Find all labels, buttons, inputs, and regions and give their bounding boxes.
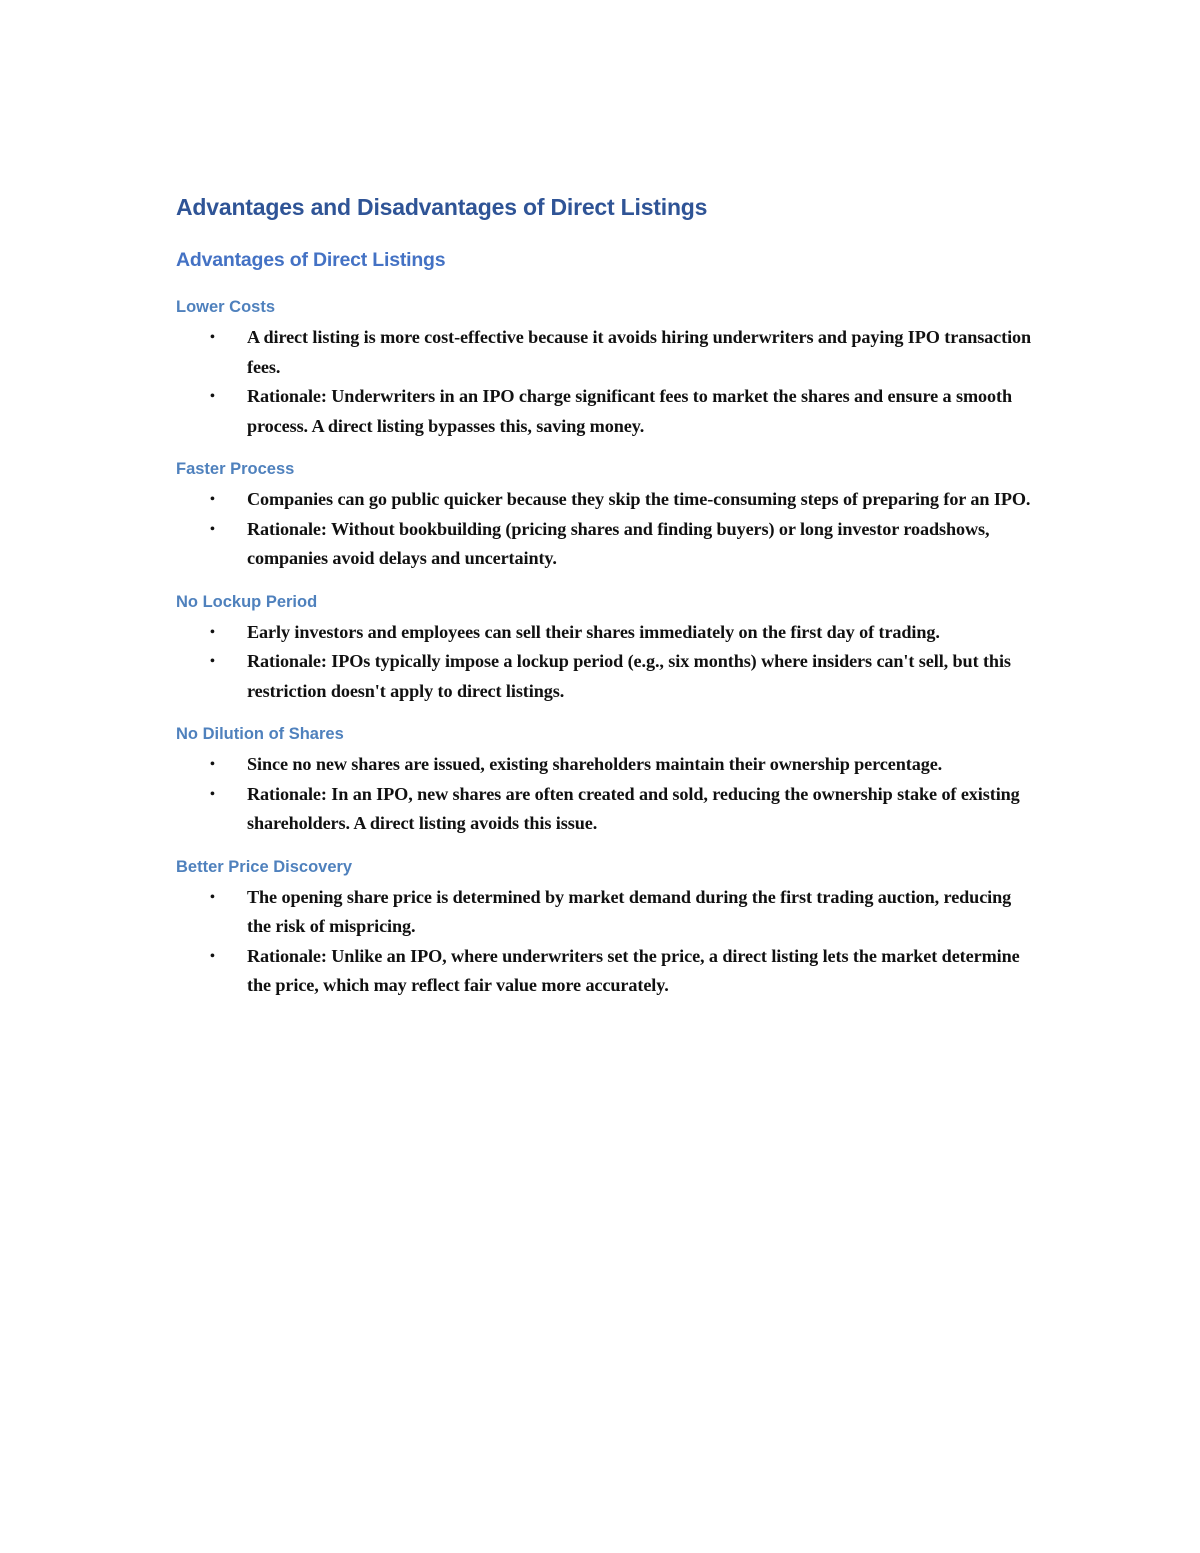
- list-item: [176, 647, 1036, 706]
- list-item-text: Since no new shares are issued, existing shareholders maintain their ownership percentage.: [247, 754, 943, 774]
- list-item-text: Rationale: Unlike an IPO, where underwriters set the price, a direct listing lets the market determine the price, which may reflect fair value more accurately.: [247, 945, 1020, 995]
- subsection-no-dilution: [176, 720, 1036, 839]
- bullet-list: [176, 323, 1036, 441]
- list-item: [176, 750, 1036, 780]
- subsection-heading: No Dilution of Shares: [176, 725, 344, 743]
- list-item-text: Rationale: IPOs typically impose a lockup period (e.g., six months) where insiders can't sell, but this restriction doesn't apply to direct listings.: [247, 651, 1011, 701]
- subsection-faster-process: [176, 455, 1036, 574]
- subsection-heading: Lower Costs: [176, 298, 276, 316]
- bullet-icon: •: [210, 521, 215, 537]
- list-item-text: Rationale: In an IPO, new shares are often created and sold, reducing the ownership stake of existing shareholders. A direct listing avoids this issue.: [247, 783, 1020, 833]
- bullet-list: [176, 883, 1036, 1001]
- document-title: Advantages and Disadvantages of Direct Listings: [176, 194, 708, 220]
- bullet-icon: •: [210, 757, 215, 772]
- subsection-lower-costs: [176, 293, 1036, 441]
- list-item: [176, 485, 1036, 515]
- list-item: [176, 382, 1036, 441]
- list-item-text: Companies can go public quicker because they skip the time-consuming steps of preparing for an IPO.: [247, 489, 1031, 509]
- bullet-icon: •: [210, 654, 215, 669]
- list-item-text: Rationale: Without bookbuilding (pricing shares and finding buyers) or long investor roadshows, companies avoid delays and uncertainty.: [247, 518, 990, 568]
- bullet-icon: •: [210, 492, 215, 507]
- list-item: [176, 515, 1036, 574]
- list-item: [176, 942, 1036, 1001]
- bullet-list: [176, 750, 1036, 839]
- section-title-advantages: Advantages of Direct Listings: [176, 249, 446, 271]
- subsection-better-price-discovery: [176, 853, 1036, 1001]
- bullet-list: [176, 618, 1036, 707]
- list-item-text: Rationale: Underwriters in an IPO charge significant fees to market the shares and ensure a smooth process. A direct listing bypasses this, saving money.: [247, 386, 1012, 436]
- document-page: [176, 190, 1036, 1001]
- list-item: [176, 780, 1036, 839]
- list-item-text: A direct listing is more cost-effective because it avoids hiring underwriters and paying IPO transaction fees.: [247, 327, 1032, 377]
- subsection-heading: Faster Process: [176, 460, 295, 478]
- list-item: [176, 883, 1036, 942]
- bullet-icon: •: [210, 948, 215, 964]
- subsection-heading: No Lockup Period: [176, 592, 318, 611]
- bullet-icon: •: [210, 624, 215, 640]
- bullet-icon: •: [210, 330, 215, 345]
- bullet-icon: •: [210, 786, 215, 802]
- list-item-text: The opening share price is determined by market demand during the first trading auction, reducing the risk of mispricing.: [247, 886, 1012, 936]
- bullet-icon: •: [210, 889, 215, 905]
- list-item-text: Early investors and employees can sell their shares immediately on the first day of trading.: [247, 621, 940, 642]
- list-item: [176, 323, 1036, 382]
- subsection-no-lockup-period: [176, 588, 1036, 707]
- bullet-list: [176, 485, 1036, 574]
- bullet-icon: •: [210, 389, 215, 404]
- list-item: [176, 618, 1036, 648]
- subsection-heading: Better Price Discovery: [176, 857, 353, 876]
